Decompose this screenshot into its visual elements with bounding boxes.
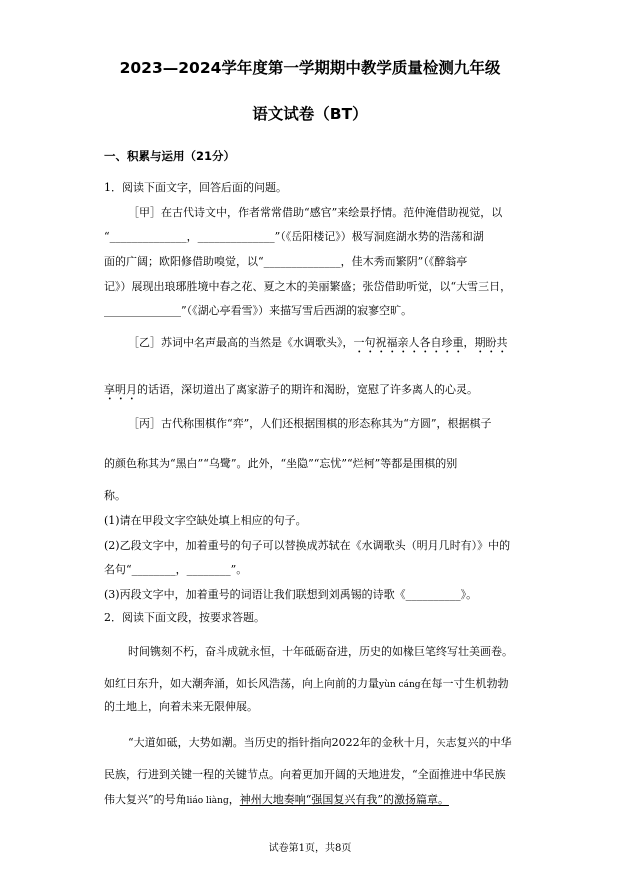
q2-p2-text-4: 伟大复兴”的号角 bbox=[104, 793, 187, 806]
q2-p2-text-2: 年的金秋十月， bbox=[359, 736, 437, 749]
q1-jia-line-4: 记》）展现出琅琊胜境中春之花、夏之木的美丽繁盛；张岱借助听觉，以“大雪三日， bbox=[104, 280, 512, 293]
q1-jia-line-5: ______________”（《湖心亭看雪》）来描写雪后西湖的寂寥空旷。 bbox=[104, 304, 413, 317]
q1-subquestion-1: (1)请在甲段文字空缺处填上相应的句子。 bbox=[104, 514, 307, 527]
q1-jia-line-1: ［甲］在古代诗文中，作者常常借助“感官”来绘景抒情。范仲淹借助视觉，以 bbox=[128, 206, 503, 219]
q1-bing-line-3: 称。 bbox=[104, 489, 126, 502]
q1-bing-line-2: 的颜色称其为“黑白”“乌鹭”。此外，“坐隐”“忘忧”“烂柯”等都是围棋的别 bbox=[104, 457, 458, 470]
q2-p2-text: “大道如砥，大势如潮。当历史的指针指向 bbox=[128, 736, 332, 749]
q1-subquestion-2-line-2: 名句“________，________”。 bbox=[104, 563, 248, 576]
q2-p1-line-2 bbox=[104, 677, 509, 692]
section-heading: 一、积累与运用（21分） bbox=[104, 149, 236, 163]
q1-subquestion-2-line-1: (2)乙段文字中，加着重号的句子可以替换成苏轼在《水调歌头（明月几时有）》中的 bbox=[104, 539, 511, 552]
q1-intro: 1．阅读下面文字，回答后面的问题。 bbox=[104, 181, 287, 194]
q1-jia-line-2: “______________，______________”（《岳阳楼记》）极写洞庭湖水势的浩荡和湖 bbox=[104, 230, 484, 243]
exam-title-line1: 2023—2024学年度第一学期期中教学质量检测九年级 bbox=[119, 59, 501, 77]
q1-yi-emphasis-2: 享明月 bbox=[104, 383, 137, 396]
q1-yi-emphasis: 一句祝福亲人各自珍重，期盼共 bbox=[353, 336, 508, 349]
q2-p2-underlined-sentence: 神州大地奏响“强国复兴有我”的激扬篇章。 bbox=[239, 793, 449, 806]
q2-p2-text-3: 志复兴的中华 bbox=[445, 736, 512, 749]
q1-yi-text: ［乙］苏词中名声最高的当然是《水调歌头》， bbox=[128, 336, 354, 349]
q1-bing-line-1: ［丙］古代称围棋作“弈”，人们还根据围棋的形态称其为“方圆”，根据棋子 bbox=[128, 417, 492, 430]
q2-p1-text-2: 在每一寸生机勃勃 bbox=[420, 677, 509, 690]
q2-p2-year: 2022 bbox=[331, 736, 360, 749]
q1-yi-line-2 bbox=[104, 383, 478, 403]
q2-p2-text-5: ， bbox=[228, 793, 240, 806]
q1-yi-text-2: 的话语，深切道出了离家游子的期许和渴盼，宽慰了许多离人的心灵。 bbox=[137, 383, 478, 396]
q2-p1-text: 如红日东升，如大潮奔涌，如长风浩荡，向上向前的力量 bbox=[104, 677, 379, 690]
page-footer: 试卷第1页，共8页 bbox=[268, 843, 352, 854]
q1-subquestion-3: (3)丙段文字中，加着重号的词语让我们联想到刘禹锡的诗歌《__________》。 bbox=[104, 588, 478, 601]
q2-p2-line-3 bbox=[104, 793, 449, 808]
q2-p2-line-2: 民族，行进到关键一程的关键节点。向着更加开阔的天地进发，“全面推进中华民族 bbox=[104, 768, 506, 781]
q2-p1-line-1: 时间镌刻不朽，奋斗成就永恒，十年砥砺奋进，历史的如椽巨笔终写壮美画卷。 bbox=[128, 645, 513, 658]
q1-yi-line-1 bbox=[128, 336, 508, 356]
exam-title-line2: 语文试卷（BT） bbox=[252, 105, 368, 123]
q1-jia-line-3: 面的广阔；欧阳修借助嗅觉，以“______________，佳木秀而繁阴”（《醉翁亭 bbox=[104, 255, 468, 268]
q2-p2-line-1 bbox=[128, 736, 512, 751]
q2-p1-line-3: 的土地上，向着未来无限伸展。 bbox=[104, 700, 258, 713]
q2-intro: 2．阅读下面文段，按要求答题。 bbox=[104, 611, 265, 624]
pinyin-liaoliang: liáo liàng bbox=[186, 796, 229, 806]
pinyin-yuncang: yùn cáng bbox=[379, 680, 421, 690]
q2-p2-char-a: 矢 bbox=[436, 739, 446, 749]
